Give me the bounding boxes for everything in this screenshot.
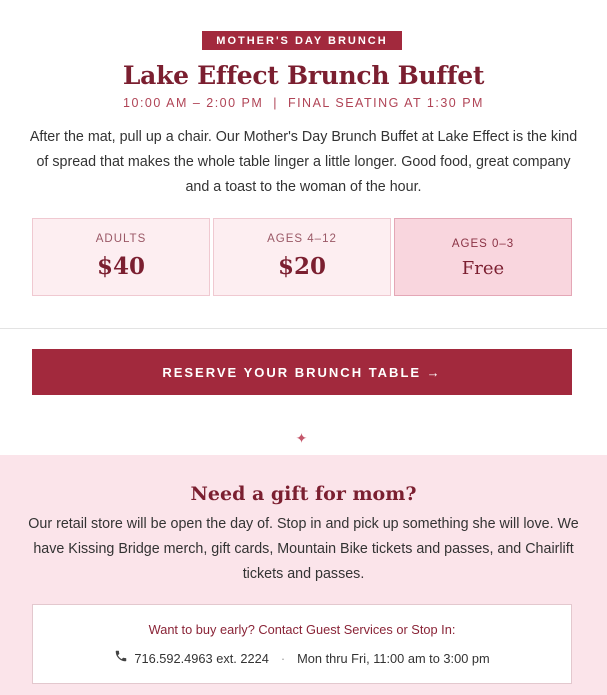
section-divider — [0, 328, 607, 329]
price-card-kids — [213, 218, 391, 296]
brunch-section — [0, 0, 607, 328]
event-badge: MOTHER'S DAY BRUNCH — [202, 31, 402, 50]
gift-description: Our retail store will be open the day of. Stop in and pick up something she will love. We have Kissing Bridge merch, gift cards, Mountain Bike tickets and passes, and Chairlift tickets and passes. — [28, 516, 579, 582]
store-hours: Mon thru Fri, 11:00 am to 3:00 pm — [297, 650, 490, 666]
event-hours: 10:00 AM – 2:00 PM | FINAL SEATING AT 1:30 PM — [123, 96, 484, 110]
contact-heading: Want to buy early? Contact Guest Services or Stop In: — [148, 622, 456, 637]
pricing-grid — [32, 218, 572, 296]
phone-icon — [114, 649, 128, 667]
price-card-adults — [32, 218, 210, 296]
gift-section — [0, 455, 607, 695]
sparkle-icon: ✦ — [295, 430, 308, 446]
contact-box — [32, 604, 572, 684]
contact-details — [33, 649, 571, 667]
price-label: AGES 0–3 — [451, 238, 515, 250]
price-value: $20 — [277, 253, 326, 280]
contact-separator: · — [280, 650, 286, 666]
phone-link[interactable]: 716.592.4963 ext. 2224 — [134, 650, 269, 666]
price-label: AGES 4–12 — [267, 233, 337, 245]
event-description: After the mat, pull up a chair. Our Mother's Day Brunch Buffet at Lake Effect is the kind of spread that makes the whole table linger a little longer. Good food, great company and a toast to the woman of the hour. — [29, 129, 578, 195]
price-label: ADULTS — [95, 233, 147, 245]
gift-title: Need a gift for mom? — [190, 483, 417, 505]
price-value: $40 — [96, 253, 145, 280]
event-title: Lake Effect Brunch Buffet — [122, 61, 485, 90]
price-value: Free — [461, 258, 505, 279]
reserve-brunch-button[interactable]: RESERVE YOUR BRUNCH TABLE → — [32, 349, 572, 395]
price-card-infants — [394, 218, 572, 296]
